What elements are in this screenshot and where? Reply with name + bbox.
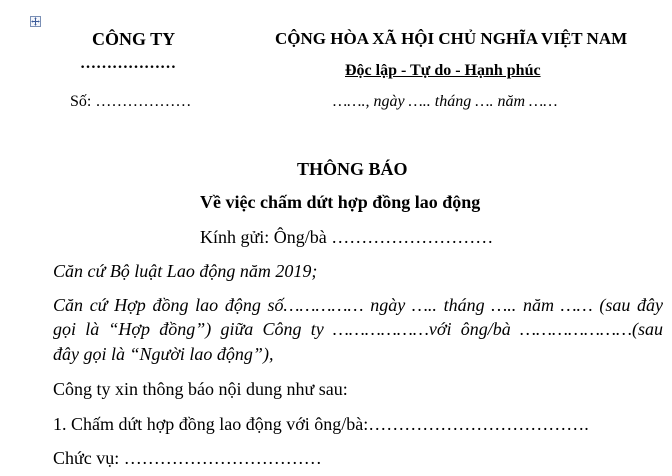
addressee-line: Kính gửi: Ông/bà ………………………: [200, 227, 494, 247]
basis-contract-line-2: gọi là “Hợp đồng”) giữa Công ty ………………với ông/bà …………………(sau: [53, 319, 663, 339]
nation-title: CỘNG HÒA XÃ HỘI CHỦ NGHĨA VIỆT NAM: [275, 29, 628, 48]
intro-line: Công ty xin thông báo nội dung như sau:: [53, 379, 348, 399]
document-number: Số: ………………: [70, 93, 192, 110]
notice-subject: Về việc chấm dứt hợp đồng lao động: [200, 192, 481, 212]
date-line: ……., ngày ….. tháng …. năm ……: [333, 93, 558, 110]
item-1-terminate: 1. Chấm dứt hợp đồng lao động với ông/bà:……………………………….: [53, 414, 589, 434]
table-move-handle-icon[interactable]: [30, 16, 41, 27]
basis-contract-line-1: Căn cứ Hợp đồng lao động số…………… ngày ….. tháng ….. năm …… (sau đây: [53, 295, 663, 315]
company-label: CÔNG TY: [92, 29, 176, 49]
basis-contract-line-3: đây gọi là “Người lao động”),: [53, 344, 274, 364]
basis-law: Căn cứ Bộ luật Lao động năm 2019;: [53, 261, 318, 281]
company-name-placeholder: ………………: [80, 55, 176, 72]
notice-title: THÔNG BÁO: [297, 159, 408, 179]
position-line: Chức vụ: ……………………………: [53, 448, 322, 468]
national-motto: Độc lập - Tự do - Hạnh phúc: [345, 62, 541, 79]
